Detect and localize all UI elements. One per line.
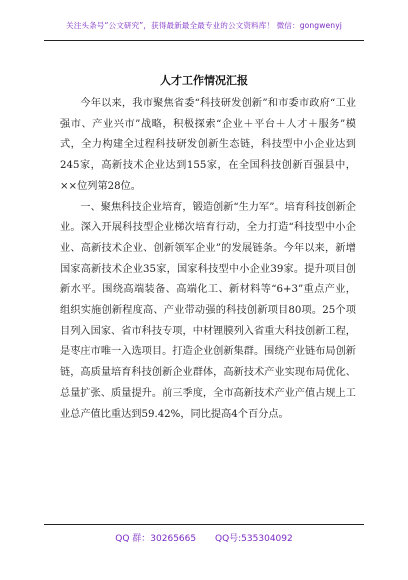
document-body — [60, 94, 356, 425]
paragraph-section-one: 一、聚焦科技企业培育，锻造创新“生力军”。培育科技创新企业。深入开展科技型企业梯次培育行动，全力打造“科技型中小企业、高新技术企业、创新领军企业”的发展链条。今年以来，新增国家高新技术企业35家，国家科技型中小企业39家。提升项目创新水平。围绕高端装备、高端化工、新材料等“6+3”重点产业，组织实施创新程度高、产业带动强的科技创新项目80项。25个项目列入国家、省市科技专项，中材锂膜列入省重大科技创新工程，是枣庄市唯一入选项目。打造企业创新集群。围绕产业链布局创新链，高质量培育科技创新企业群体，高新技术产业实现布局优化、总量扩张、质量提升。前三季度，全市高新技术产业产值占规上工业总产值比重达到59.42%，同比提高4个百分点。 — [60, 201, 356, 420]
paragraph-intro: 今年以来，我市聚焦省委“科技研发创新”和市委市政府“工业强市、产业兴市”战略，积极探索“企业＋平台＋人才＋服务”模式，全力构建全过程科技研发创新生态链，科技型中小企业达到245家，高新技术企业达到155家，在全国科技创新百强县中，××位列第28位。 — [60, 98, 356, 192]
footer-qq-number: QQ号:535304092 — [214, 534, 293, 544]
header-banner: 关注头条号“公文研究”，获得最新最全最专业的公文资料库！ 微信：gongwenyj — [66, 21, 342, 30]
footer — [0, 531, 408, 544]
footer-divider — [44, 524, 364, 525]
footer-qq-group: QQ 群：30265665 — [115, 534, 197, 544]
header-divider — [44, 40, 364, 41]
document-title: 人才工作情况汇报 — [160, 74, 248, 87]
